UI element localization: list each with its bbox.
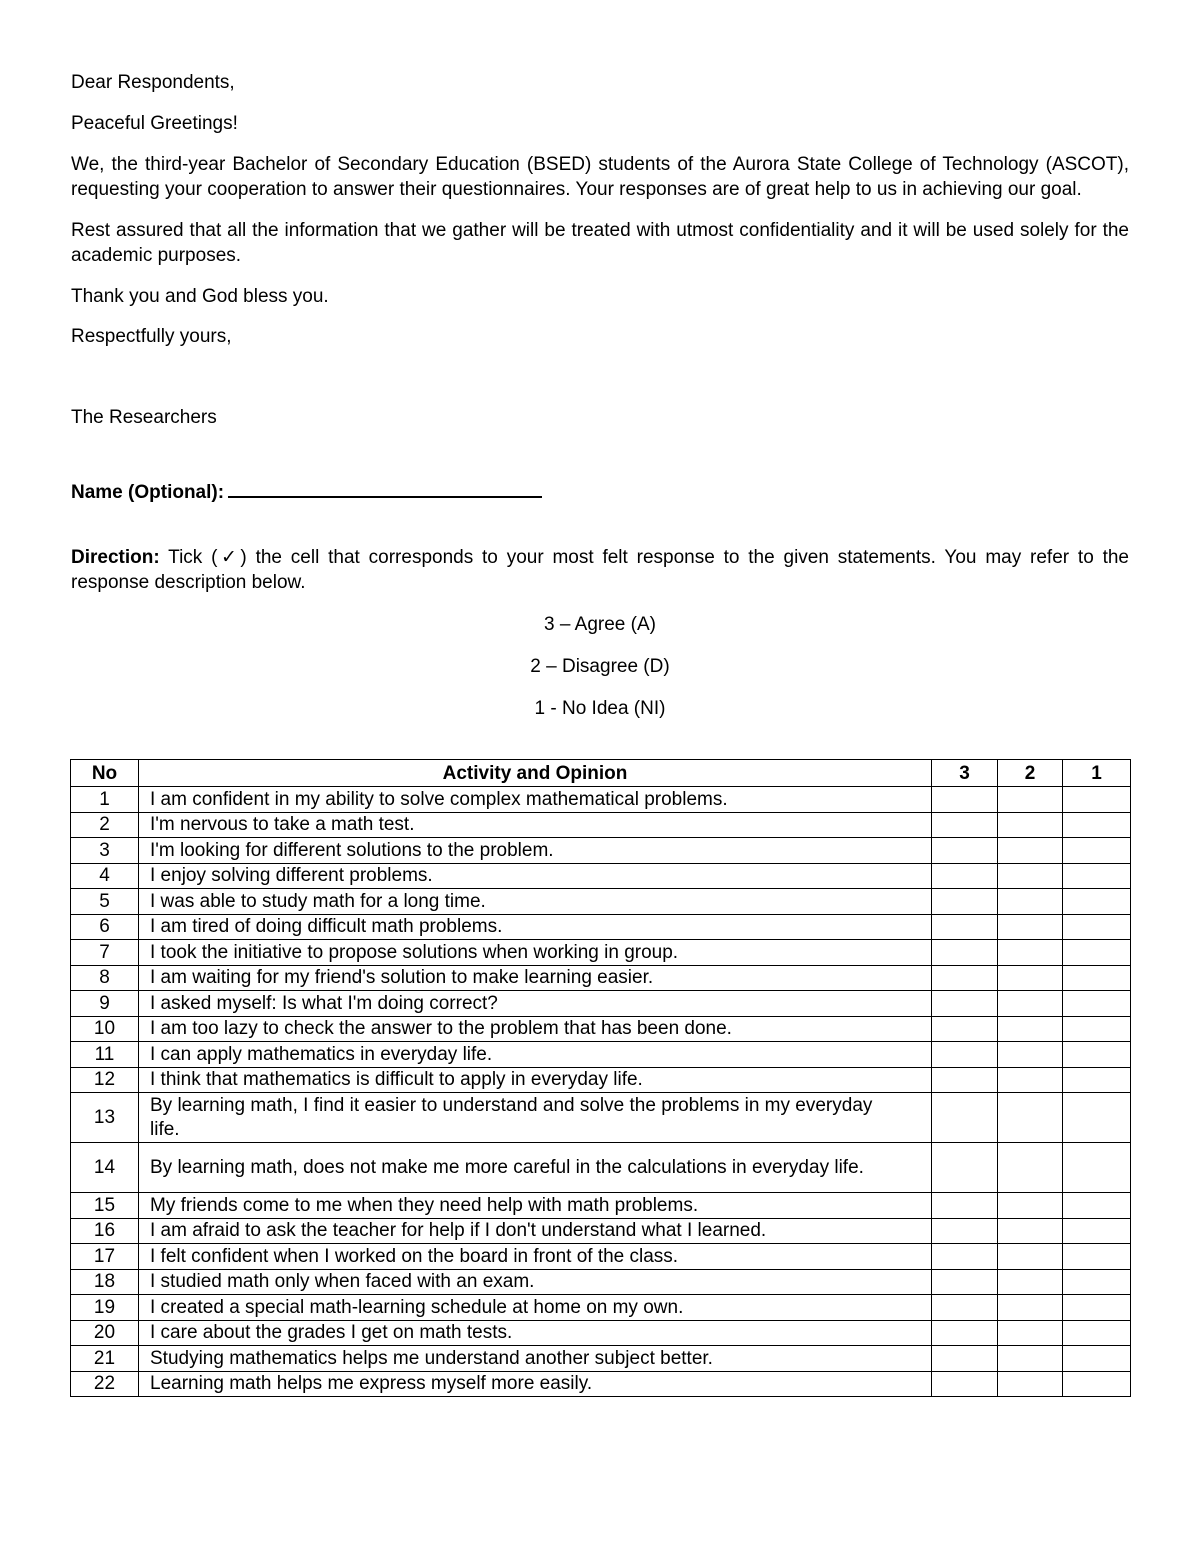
scale-disagree: 2 – Disagree (D) bbox=[530, 656, 670, 677]
cell-no-idea[interactable] bbox=[1063, 1143, 1131, 1193]
row-statement: I studied math only when faced with an exam. bbox=[139, 1269, 932, 1295]
row-statement: My friends come to me when they need help with math problems. bbox=[139, 1193, 932, 1219]
row-statement: I am too lazy to check the answer to the problem that has been done. bbox=[139, 1016, 932, 1042]
table-header-row bbox=[71, 760, 1131, 787]
cell-disagree[interactable] bbox=[998, 1042, 1063, 1068]
table-row bbox=[71, 889, 1131, 915]
cell-agree[interactable] bbox=[932, 1067, 998, 1093]
row-statement: I'm nervous to take a math test. bbox=[139, 812, 932, 838]
cell-disagree[interactable] bbox=[998, 812, 1063, 838]
table-row bbox=[71, 1371, 1131, 1397]
cell-no-idea[interactable] bbox=[1063, 889, 1131, 915]
row-number: 4 bbox=[71, 863, 139, 889]
table-row bbox=[71, 1016, 1131, 1042]
survey-table bbox=[70, 759, 1131, 1397]
row-number: 22 bbox=[71, 1371, 139, 1397]
cell-disagree[interactable] bbox=[998, 1067, 1063, 1093]
cell-no-idea[interactable] bbox=[1063, 787, 1131, 813]
cell-disagree[interactable] bbox=[998, 1093, 1063, 1143]
scale-no-idea: 1 - No Idea (NI) bbox=[534, 698, 666, 719]
cell-no-idea[interactable] bbox=[1063, 965, 1131, 991]
direction-label: Direction: bbox=[71, 547, 160, 568]
salutation: Dear Respondents, bbox=[71, 72, 235, 93]
row-number: 9 bbox=[71, 991, 139, 1017]
cell-disagree[interactable] bbox=[998, 991, 1063, 1017]
cell-disagree[interactable] bbox=[998, 1016, 1063, 1042]
row-statement: By learning math, I find it easier to understand and solve the problems in my everyday life. bbox=[139, 1093, 932, 1143]
row-number: 7 bbox=[71, 940, 139, 966]
table-row bbox=[71, 1093, 1131, 1143]
confidentiality-paragraph: Rest assured that all the information that we gather will be treated with utmost confidentiality and it will be used solely for the academic purposes. bbox=[71, 220, 1129, 266]
cell-no-idea[interactable] bbox=[1063, 940, 1131, 966]
cell-disagree[interactable] bbox=[998, 1244, 1063, 1270]
cell-agree[interactable] bbox=[932, 1320, 998, 1346]
row-number: 5 bbox=[71, 889, 139, 915]
row-statement: I asked myself: Is what I'm doing correct? bbox=[139, 991, 932, 1017]
cell-agree[interactable] bbox=[932, 812, 998, 838]
row-number: 1 bbox=[71, 787, 139, 813]
row-statement: I felt confident when I worked on the board in front of the class. bbox=[139, 1244, 932, 1270]
row-statement: I can apply mathematics in everyday life. bbox=[139, 1042, 932, 1068]
table-row bbox=[71, 1042, 1131, 1068]
row-statement: I am confident in my ability to solve complex mathematical problems. bbox=[139, 787, 932, 813]
cell-disagree[interactable] bbox=[998, 965, 1063, 991]
row-number: 15 bbox=[71, 1193, 139, 1219]
row-statement: I created a special math-learning schedule at home on my own. bbox=[139, 1295, 932, 1321]
cell-no-idea[interactable] bbox=[1063, 1016, 1131, 1042]
cell-no-idea[interactable] bbox=[1063, 1269, 1131, 1295]
table-row bbox=[71, 1244, 1131, 1270]
row-statement: I enjoy solving different problems. bbox=[139, 863, 932, 889]
cell-disagree[interactable] bbox=[998, 1346, 1063, 1372]
cell-disagree[interactable] bbox=[998, 1193, 1063, 1219]
table-row bbox=[71, 863, 1131, 889]
row-statement: I think that mathematics is difficult to apply in everyday life. bbox=[139, 1067, 932, 1093]
cell-no-idea[interactable] bbox=[1063, 1295, 1131, 1321]
header-no: No bbox=[71, 760, 139, 787]
cell-agree[interactable] bbox=[932, 914, 998, 940]
cell-no-idea[interactable] bbox=[1063, 838, 1131, 864]
row-statement: I care about the grades I get on math tests. bbox=[139, 1320, 932, 1346]
table-row bbox=[71, 991, 1131, 1017]
cell-agree[interactable] bbox=[932, 940, 998, 966]
cell-agree[interactable] bbox=[932, 1269, 998, 1295]
header-disagree: 2 bbox=[998, 760, 1063, 787]
cell-no-idea[interactable] bbox=[1063, 1193, 1131, 1219]
cell-agree[interactable] bbox=[932, 1193, 998, 1219]
cell-agree[interactable] bbox=[932, 991, 998, 1017]
cell-disagree[interactable] bbox=[998, 787, 1063, 813]
name-label: Name (Optional): bbox=[71, 482, 225, 503]
row-statement: Learning math helps me express myself more easily. bbox=[139, 1371, 932, 1397]
cell-no-idea[interactable] bbox=[1063, 991, 1131, 1017]
table-row bbox=[71, 1218, 1131, 1244]
cell-agree[interactable] bbox=[932, 787, 998, 813]
signature-line: The Researchers bbox=[71, 407, 217, 428]
greeting: Peaceful Greetings! bbox=[71, 113, 238, 134]
cell-no-idea[interactable] bbox=[1063, 914, 1131, 940]
cell-disagree[interactable] bbox=[998, 889, 1063, 915]
scale-agree: 3 – Agree (A) bbox=[544, 614, 656, 635]
row-number: 16 bbox=[71, 1218, 139, 1244]
row-statement: I am afraid to ask the teacher for help if I don't understand what I learned. bbox=[139, 1218, 932, 1244]
cell-agree[interactable] bbox=[932, 838, 998, 864]
cell-agree[interactable] bbox=[932, 1093, 998, 1143]
row-statement: Studying mathematics helps me understand another subject better. bbox=[139, 1346, 932, 1372]
cell-agree[interactable] bbox=[932, 1244, 998, 1270]
row-statement: I am tired of doing difficult math problems. bbox=[139, 914, 932, 940]
table-row bbox=[71, 1295, 1131, 1321]
cell-disagree[interactable] bbox=[998, 1320, 1063, 1346]
row-statement: I'm looking for different solutions to the problem. bbox=[139, 838, 932, 864]
cell-no-idea[interactable] bbox=[1063, 1067, 1131, 1093]
cell-disagree[interactable] bbox=[998, 1371, 1063, 1397]
table-row bbox=[71, 838, 1131, 864]
row-statement: I was able to study math for a long time. bbox=[139, 889, 932, 915]
row-number: 3 bbox=[71, 838, 139, 864]
row-number: 11 bbox=[71, 1042, 139, 1068]
cell-agree[interactable] bbox=[932, 863, 998, 889]
table-row bbox=[71, 965, 1131, 991]
row-number: 12 bbox=[71, 1067, 139, 1093]
letter-body bbox=[71, 70, 1129, 721]
cell-agree[interactable] bbox=[932, 1218, 998, 1244]
cell-agree[interactable] bbox=[932, 1295, 998, 1321]
cell-disagree[interactable] bbox=[998, 1143, 1063, 1193]
cell-agree[interactable] bbox=[932, 1016, 998, 1042]
table-row bbox=[71, 1193, 1131, 1219]
cell-no-idea[interactable] bbox=[1063, 863, 1131, 889]
table-row bbox=[71, 1346, 1131, 1372]
row-number: 13 bbox=[71, 1093, 139, 1143]
cell-disagree[interactable] bbox=[998, 1218, 1063, 1244]
cell-no-idea[interactable] bbox=[1063, 1371, 1131, 1397]
row-number: 21 bbox=[71, 1346, 139, 1372]
name-blank[interactable] bbox=[228, 480, 542, 498]
header-agree: 3 bbox=[932, 760, 998, 787]
row-number: 10 bbox=[71, 1016, 139, 1042]
name-field bbox=[71, 480, 1129, 505]
row-statement: By learning math, does not make me more careful in the calculations in everyday life. bbox=[139, 1143, 932, 1193]
direction bbox=[71, 545, 1129, 595]
cell-agree[interactable] bbox=[932, 889, 998, 915]
row-number: 18 bbox=[71, 1269, 139, 1295]
thanks-line: Thank you and God bless you. bbox=[71, 286, 329, 307]
row-statement: I took the initiative to propose solutions when working in group. bbox=[139, 940, 932, 966]
cell-agree[interactable] bbox=[932, 1042, 998, 1068]
cell-no-idea[interactable] bbox=[1063, 1093, 1131, 1143]
cell-agree[interactable] bbox=[932, 1346, 998, 1372]
table-row bbox=[71, 940, 1131, 966]
table-row bbox=[71, 914, 1131, 940]
cell-agree[interactable] bbox=[932, 965, 998, 991]
header-statement: Activity and Opinion bbox=[139, 760, 932, 787]
row-number: 14 bbox=[71, 1143, 139, 1193]
row-number: 8 bbox=[71, 965, 139, 991]
header-no-idea: 1 bbox=[1063, 760, 1131, 787]
intro-paragraph: We, the third-year Bachelor of Secondary Education (BSED) students of the Aurora State College of Technology (ASCOT), requesting your cooperation to answer their questionnaires. Your responses are of great help to us in achieving our goal. bbox=[71, 154, 1129, 200]
row-number: 20 bbox=[71, 1320, 139, 1346]
row-number: 2 bbox=[71, 812, 139, 838]
cell-disagree[interactable] bbox=[998, 838, 1063, 864]
cell-agree[interactable] bbox=[932, 1371, 998, 1397]
row-number: 19 bbox=[71, 1295, 139, 1321]
cell-no-idea[interactable] bbox=[1063, 1042, 1131, 1068]
row-number: 17 bbox=[71, 1244, 139, 1270]
cell-disagree[interactable] bbox=[998, 863, 1063, 889]
cell-no-idea[interactable] bbox=[1063, 1244, 1131, 1270]
cell-disagree[interactable] bbox=[998, 1269, 1063, 1295]
direction-text: Tick (✓) the cell that corresponds to your most felt response to the given statements. You may refer to the response description below. bbox=[71, 547, 1129, 593]
row-statement: I am waiting for my friend's solution to make learning easier. bbox=[139, 965, 932, 991]
table-row bbox=[71, 1320, 1131, 1346]
table-row bbox=[71, 1067, 1131, 1093]
cell-no-idea[interactable] bbox=[1063, 1346, 1131, 1372]
cell-disagree[interactable] bbox=[998, 1295, 1063, 1321]
row-number: 6 bbox=[71, 914, 139, 940]
table-row bbox=[71, 812, 1131, 838]
cell-disagree[interactable] bbox=[998, 914, 1063, 940]
cell-no-idea[interactable] bbox=[1063, 1218, 1131, 1244]
cell-disagree[interactable] bbox=[998, 940, 1063, 966]
cell-no-idea[interactable] bbox=[1063, 812, 1131, 838]
cell-no-idea[interactable] bbox=[1063, 1320, 1131, 1346]
table-row bbox=[71, 1143, 1131, 1193]
closing-line: Respectfully yours, bbox=[71, 326, 232, 347]
table-row bbox=[71, 1269, 1131, 1295]
cell-agree[interactable] bbox=[932, 1143, 998, 1193]
table-row bbox=[71, 787, 1131, 813]
